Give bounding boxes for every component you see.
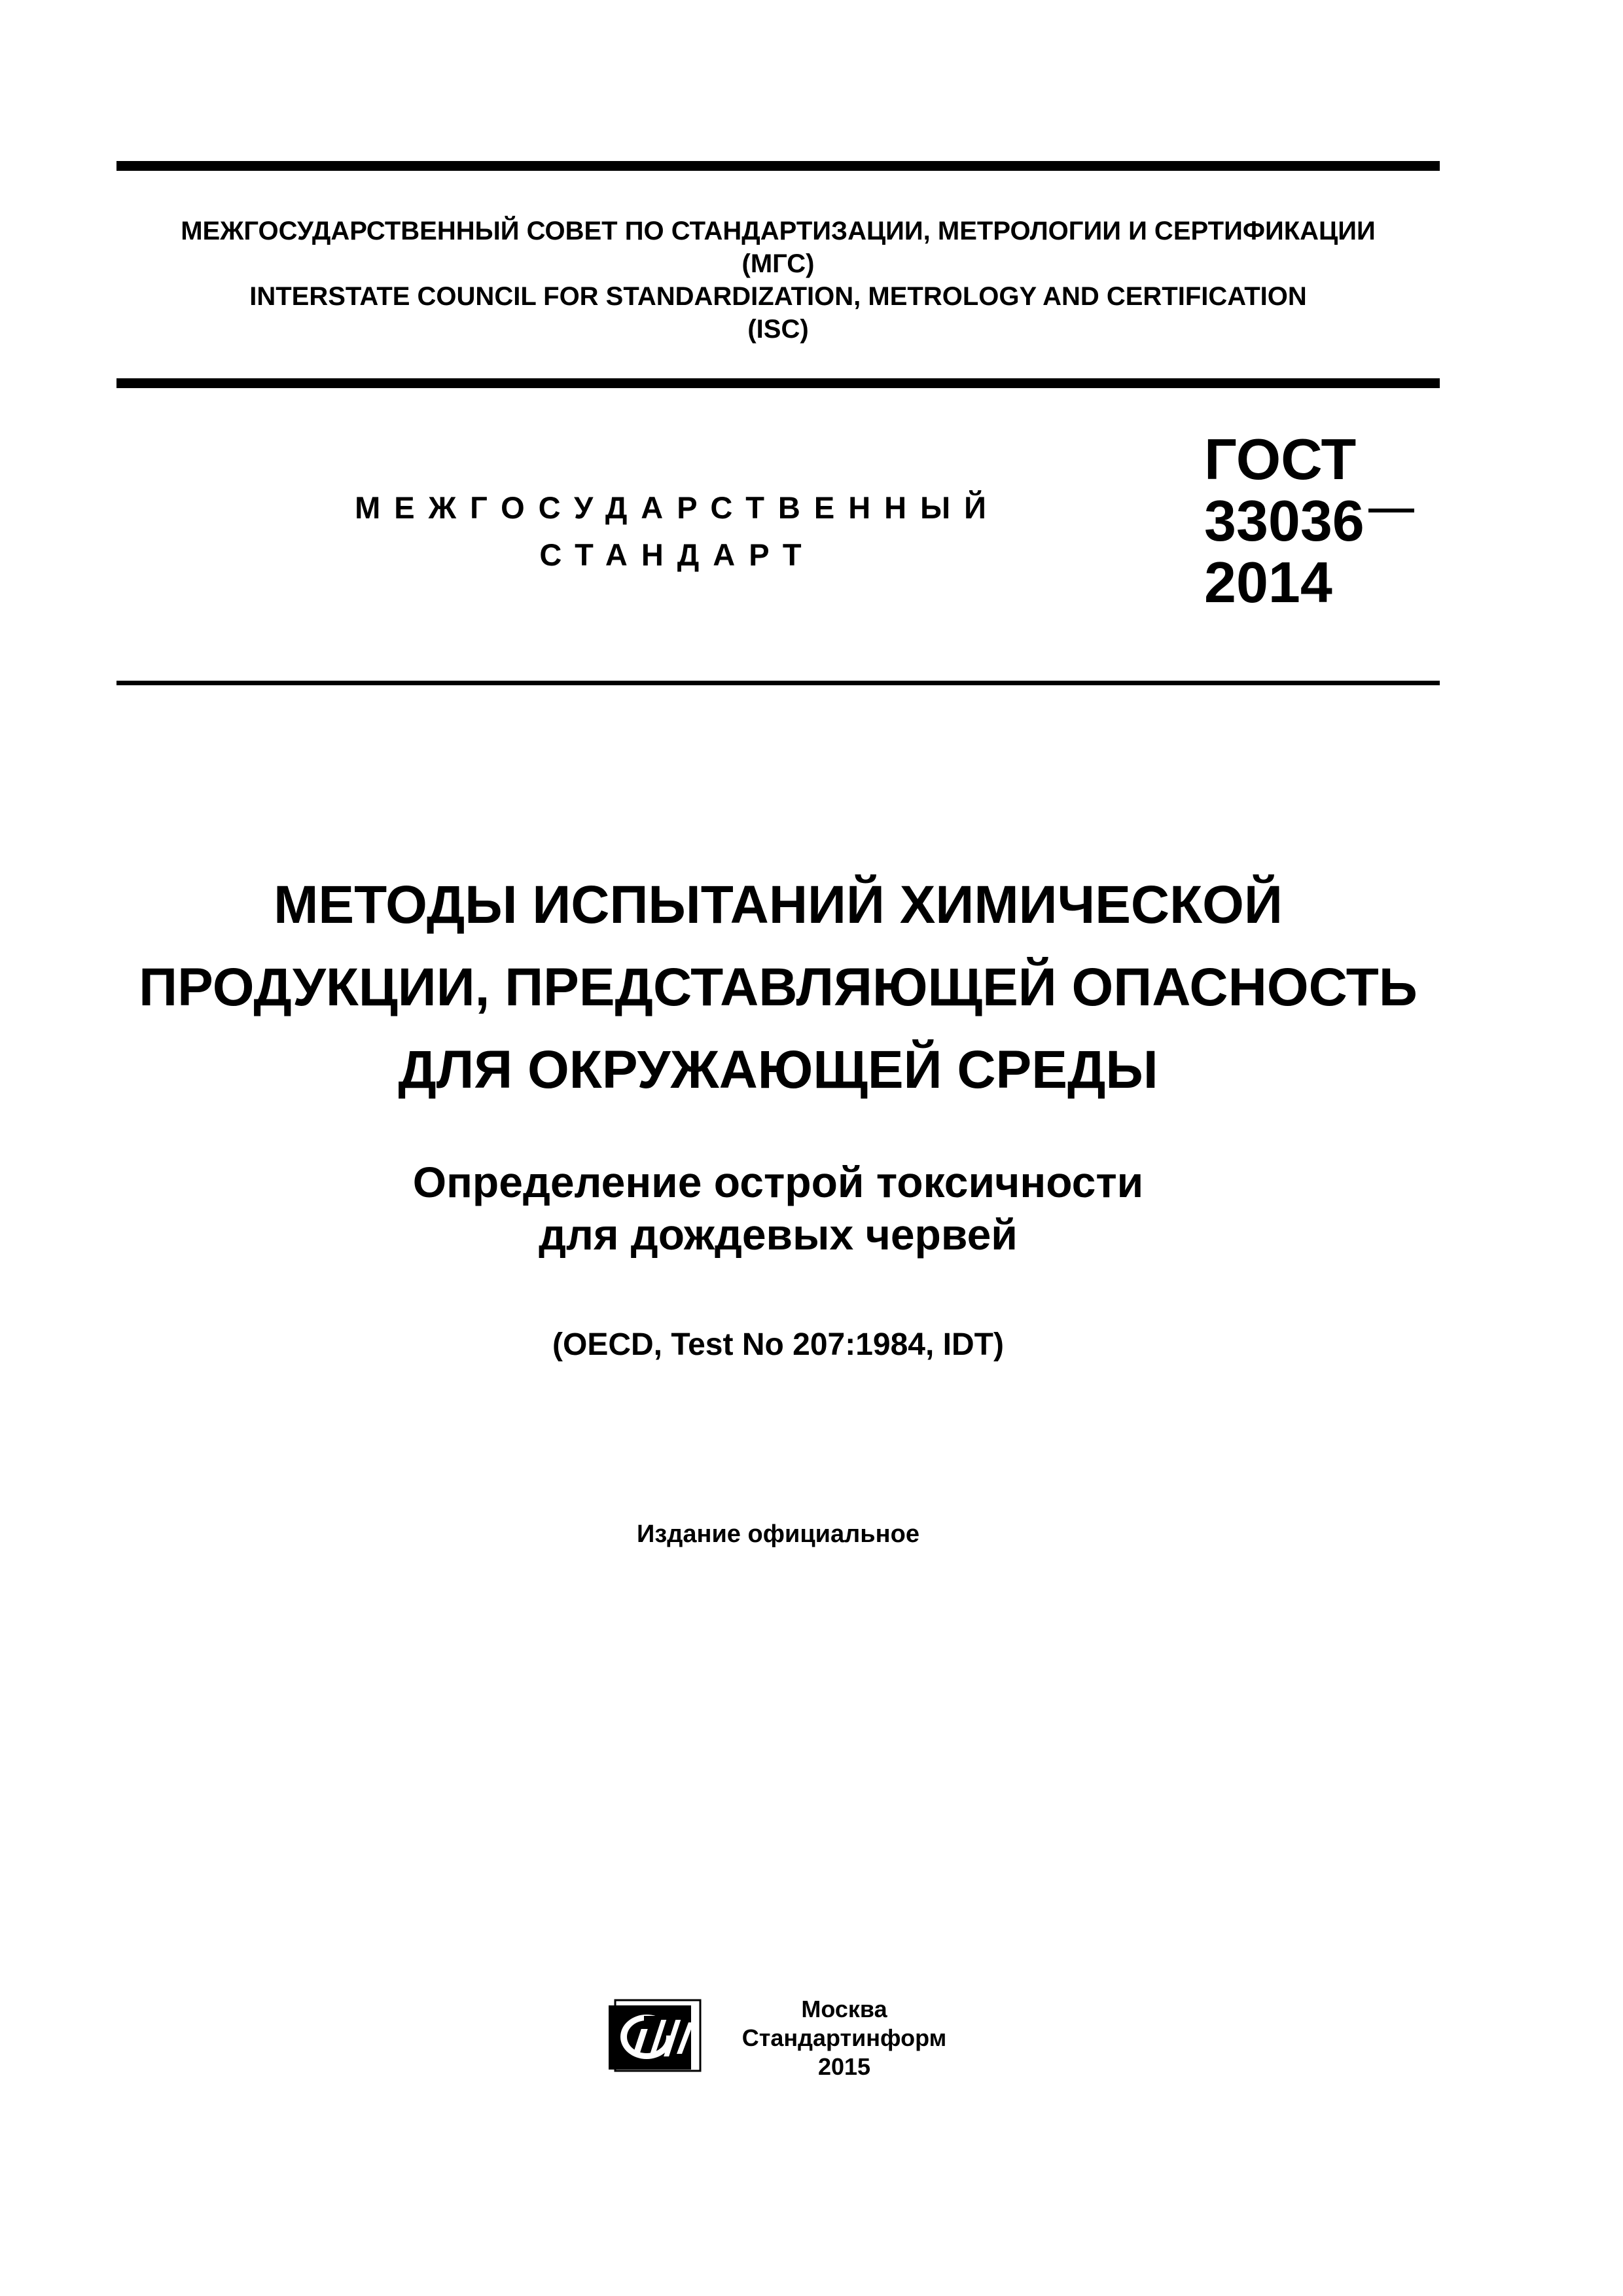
title-line3: ДЛЯ ОКРУЖАЮЩЕЙ СРЕДЫ bbox=[398, 1040, 1158, 1100]
council-abbr-en: (ISC) bbox=[747, 315, 809, 344]
standard-number: 33036 bbox=[1204, 488, 1364, 553]
designation-bottom-rule bbox=[116, 681, 1440, 685]
publisher-year: 2015 bbox=[817, 2053, 871, 2080]
title-line1: МЕТОДЫ ИСПЫТАНИЙ ХИМИЧЕСКОЙ bbox=[274, 875, 1283, 935]
subtitle-line2: для дождевых червей bbox=[539, 1210, 1018, 1259]
document-title bbox=[116, 864, 1440, 1111]
standard-kind-line2: СТАНДАРТ bbox=[539, 537, 815, 572]
number-dash bbox=[1368, 509, 1414, 512]
gost-label: ГОСТ bbox=[1204, 427, 1357, 492]
document-subtitle bbox=[116, 1156, 1440, 1261]
title-line2: ПРОДУКЦИИ, ПРЕДСТАВЛЯЮЩЕЙ ОПАСНОСТЬ bbox=[139, 958, 1418, 1017]
council-name-en: INTERSTATE COUNCIL FOR STANDARDIZATION, METROLOGY AND CERTIFICATION bbox=[249, 282, 1307, 311]
subtitle-line1: Определение острой токсичности bbox=[412, 1158, 1144, 1206]
oecd-reference: (OECD, Test No 207:1984, IDT) bbox=[552, 1327, 1004, 1362]
standard-designation bbox=[1204, 429, 1414, 613]
standard-number-line bbox=[1204, 490, 1414, 552]
standard-kind bbox=[236, 484, 1119, 579]
standard-kind-line1: МЕЖГОСУДАРСТВЕННЫЙ bbox=[355, 490, 1000, 525]
edition-note: Издание официальное bbox=[637, 1520, 919, 1548]
top-thick-rule bbox=[116, 161, 1440, 171]
standartinform-logo-icon bbox=[606, 1996, 703, 2072]
header-bottom-rule bbox=[116, 378, 1440, 388]
publisher-city: Москва bbox=[801, 1996, 887, 2022]
standard-year: 2014 bbox=[1204, 550, 1332, 615]
council-header bbox=[116, 215, 1440, 346]
council-abbr-ru: (МГС) bbox=[741, 249, 815, 278]
publisher-block bbox=[720, 1995, 969, 2081]
council-name-ru: МЕЖГОСУДАРСТВЕННЫЙ СОВЕТ ПО СТАНДАРТИЗАЦИИ, МЕТРОЛОГИИ И СЕРТИФИКАЦИИ bbox=[181, 217, 1376, 245]
publisher-name: Стандартинформ bbox=[741, 2024, 947, 2051]
